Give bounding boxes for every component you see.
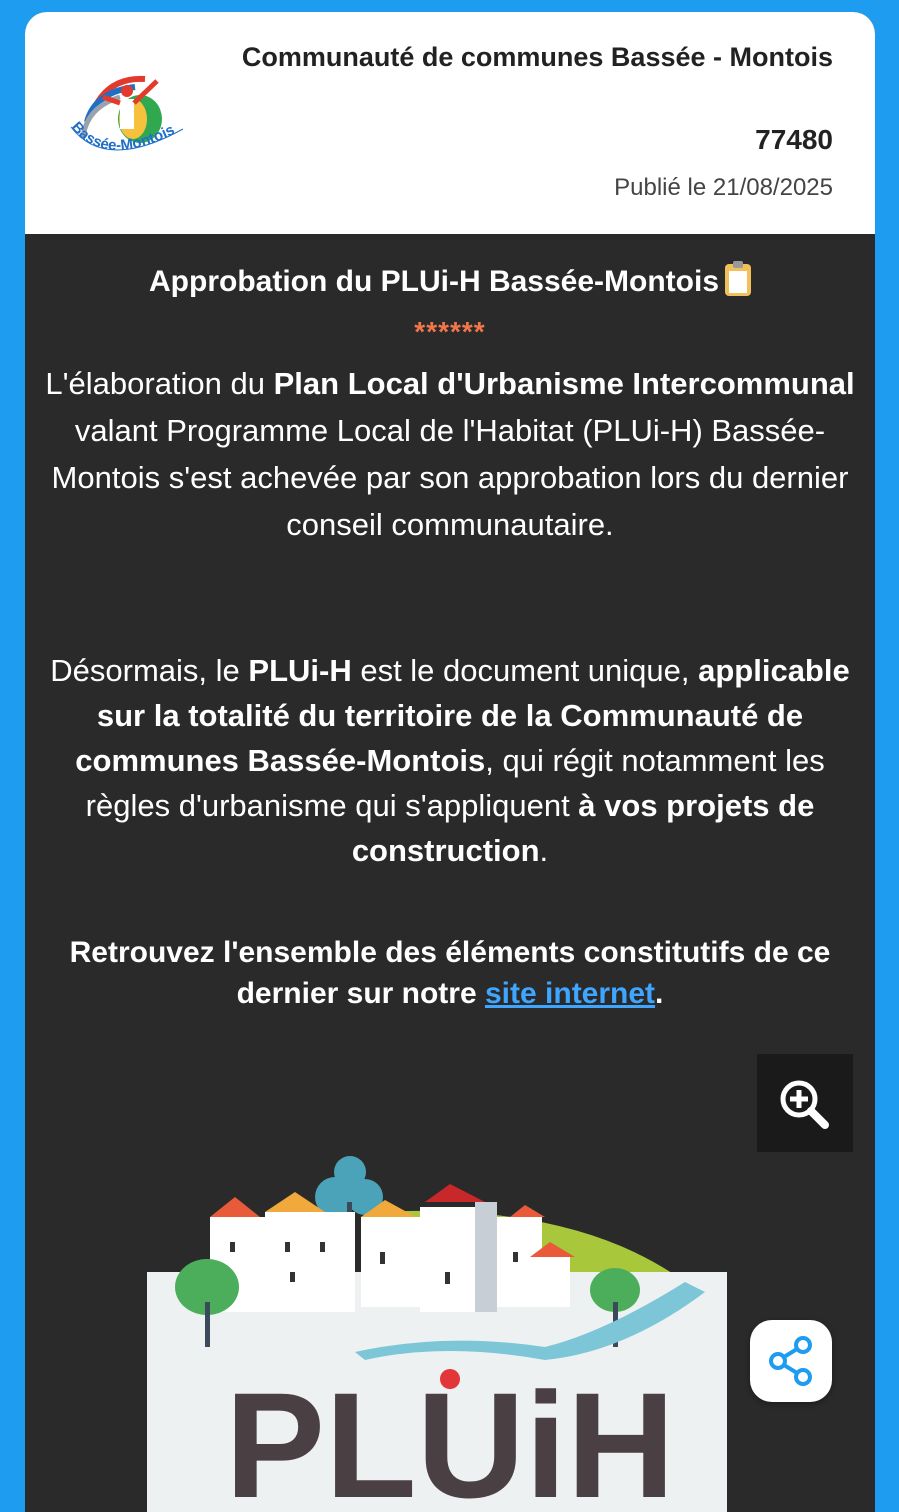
paragraph-intro (45, 360, 855, 548)
organization-name[interactable]: Communauté de communes Bassée - Montois (241, 42, 833, 72)
p2-text-a: Désormais, le (50, 653, 249, 688)
p2-bold-f: à vos projets de construction (351, 788, 815, 868)
zoom-in-icon (757, 1054, 853, 1152)
p3-text-a: Retrouvez l'ensemble des éléments constitutifs de ce dernier sur notre (69, 936, 831, 1010)
p1-bold: Plan Local d'Urbanisme Intercommunal (273, 366, 855, 401)
paragraph-details (45, 648, 855, 873)
post-card (25, 12, 875, 1512)
pluih-illustration (125, 1142, 775, 1512)
p1-text-c: valant Programme Local de l'Habitat (PLUi-H) Bassée-Montois s'est achevée par son approbation lors du dernier conseil communautaire. (51, 413, 849, 542)
post-title (25, 264, 875, 299)
p2-bold-d: applicable sur la totalité du territoire de la Communauté de communes Bassée-Montois (75, 653, 850, 778)
website-link[interactable]: site internet (485, 977, 656, 1010)
published-prefix: Publié le (614, 174, 707, 201)
post-header (25, 12, 875, 234)
p2-text-e: , qui régit notamment les règles d'urbanisme qui s'appliquent (85, 743, 825, 823)
post-title-text: Approbation du PLUi-H Bassée-Montois (149, 265, 719, 298)
share-icon (750, 1320, 832, 1402)
stars-separator: ****** (414, 316, 486, 347)
paragraph-website (35, 932, 865, 1014)
postcode: 77480 (755, 124, 833, 155)
logo-text: Bassée-Montois (67, 118, 178, 155)
organization-logo (65, 67, 190, 177)
p2-text-g: . (539, 833, 549, 868)
pluih-logo-text: PLUiH (225, 1361, 675, 1512)
p3-text-b: . (655, 977, 664, 1010)
published-date-value: 21/08/2025 (712, 174, 833, 201)
clipboard-icon (725, 264, 751, 296)
published-date (614, 174, 833, 202)
share-button[interactable] (750, 1320, 832, 1402)
p1-text-a: L'élaboration du (45, 366, 274, 401)
p2-text-c: est le document unique, (351, 653, 699, 688)
zoom-button[interactable] (757, 1054, 853, 1152)
p2-bold-b: PLUi-H (248, 653, 352, 688)
